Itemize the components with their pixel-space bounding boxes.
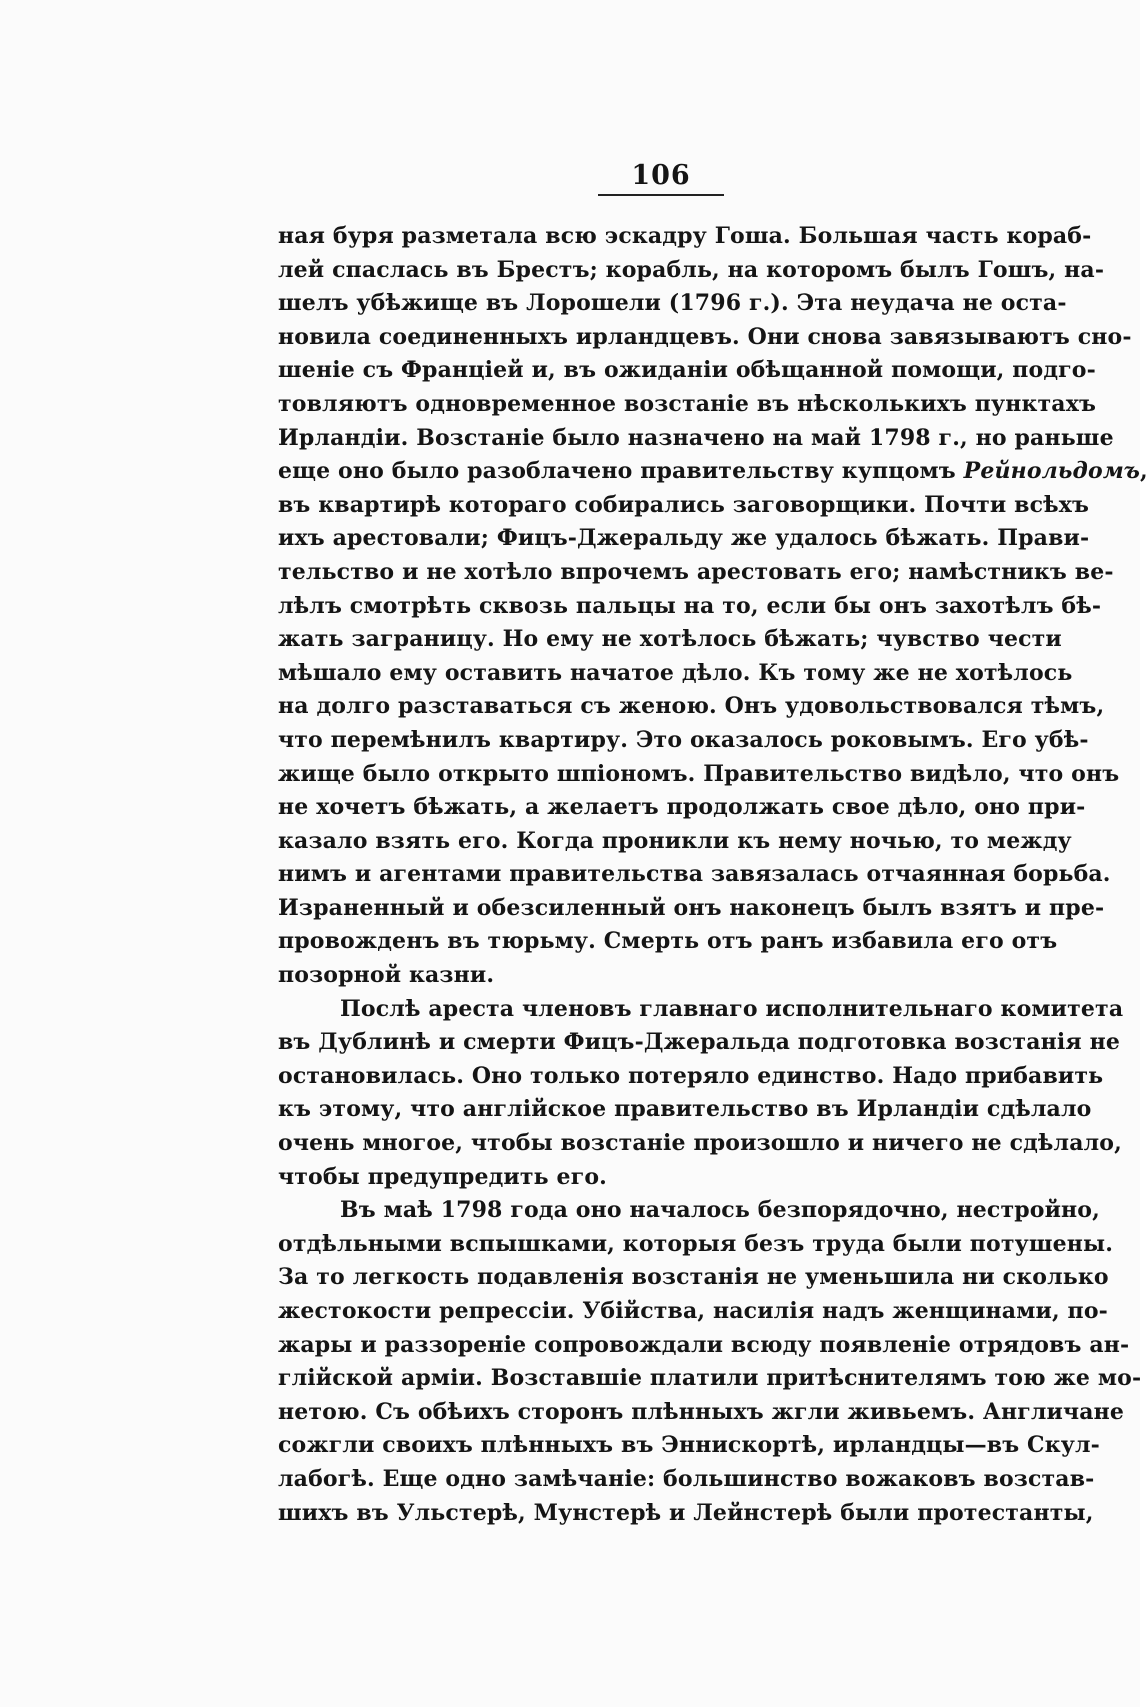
text-line: провожденъ въ тюрьму. Смерть отъ ранъ избавила его отъ	[278, 928, 1058, 955]
text-line: не хочетъ бѣжать, а желаетъ продолжать свое дѣло, оно при-	[278, 794, 1086, 821]
text-line: лей спаслась въ Брестъ; корабль, на которомъ былъ Гошъ, на-	[278, 256, 1105, 283]
text-line: чтобы предупредить его.	[278, 1163, 607, 1190]
text-line: лабогѣ. Еще одно замѣчаніе: большинство вожаковъ возстав-	[278, 1465, 1095, 1492]
text-line: новила соединенныхъ ирландцевъ. Они снова завязываютъ сно-	[278, 323, 1132, 350]
text-line: остановилась. Оно только потеряло единство. Надо прибавить	[278, 1062, 1104, 1089]
text-line: нетою. Съ обѣихъ сторонъ плѣнныхъ жгли живьемъ. Англичане	[278, 1398, 1125, 1425]
text-line: жестокости репрессіи. Убійства, насилія надъ женщинами, по-	[278, 1298, 1108, 1324]
text-line: очень многое, чтобы возстаніе произошло и ничего не сдѣлало,	[278, 1130, 1122, 1157]
text-line: что перемѣнилъ квартиру. Это оказалось роковымъ. Его убѣ-	[278, 726, 1089, 753]
text-line: жать заграницу. Но ему не хотѣлось бѣжать; чувство чести	[278, 626, 1062, 653]
text-line: шихъ въ Ульстерѣ, Мунстерѣ и Лейнстерѣ были протестанты,	[278, 1499, 1094, 1526]
body-text	[278, 220, 1148, 1530]
page-number-rule	[598, 194, 724, 196]
text-line: въ Дублинѣ и смерти Фицъ-Джеральда подготовка возстанія не	[278, 1029, 1120, 1056]
text-line: ихъ арестовали; Фицъ-Джеральду же удалось бѣжать. Прави-	[278, 525, 1090, 552]
text-line: жище было открыто шпіономъ. Правительство видѣло, что онъ	[278, 760, 1120, 787]
text-line: нимъ и агентами правительства завязалась отчаянная борьба.	[278, 861, 1111, 888]
text-line: Ирландіи. Возстаніе было назначено на май 1798 г., но раньше	[278, 424, 1114, 451]
text-line: шелъ убѣжище въ Лорошели (1796 г.). Эта неудача не оста-	[278, 290, 1067, 317]
paragraph-1	[278, 220, 1148, 993]
text-line: на долго разставаться съ женою. Онъ удовольствовался тѣмъ,	[278, 693, 1105, 720]
text-line: жары и раззореніе сопровождали всюду появленіе отрядовъ ан-	[278, 1331, 1130, 1358]
text-line: товляютъ одновременное возстаніе въ нѣсколькихъ пунктахъ	[278, 390, 1097, 417]
text-line: За то легкость подавленія возстанія не уменьшила ни сколько	[278, 1264, 1109, 1291]
text-line: еще оно было разоблачено правительству купцомъ Рейнольдомъ,	[278, 458, 1148, 485]
text-line: отдѣльными вспышками, которыя безъ труда были потушены.	[278, 1230, 1114, 1257]
text-line: сожгли своихъ плѣнныхъ въ Эннискортѣ, ирландцы—въ Скул-	[278, 1432, 1100, 1459]
text-line: ная буря разметала всю эскадру Гоша. Большая часть кораб-	[278, 223, 1092, 249]
text-line: въ квартирѣ котораго собирались заговорщики. Почти всѣхъ	[278, 491, 1090, 518]
text-line: лѣлъ смотрѣть сквозь пальцы на то, если бы онъ захотѣлъ бѣ-	[278, 592, 1102, 619]
text-line: тельство и не хотѣло впрочемъ арестовать его; намѣстникъ ве-	[278, 558, 1114, 585]
text-line: глійской арміи. Возставшіе платили притѣснителямъ тою же мо-	[278, 1365, 1142, 1392]
paragraph-3	[278, 1194, 1142, 1530]
text-line: Послѣ ареста членовъ главнаго исполнительнаго комитета	[340, 995, 1124, 1022]
text-line: казало взять его. Когда проникли къ нему ночью, то между	[278, 827, 1072, 854]
text-line: мѣшало ему оставить начатое дѣло. Къ тому же не хотѣлось	[278, 659, 1073, 686]
text-line: позорной казни.	[278, 962, 495, 989]
page-number: 106	[631, 160, 691, 191]
text-line: къ этому, что англійское правительство въ Ирландіи сдѣлало	[278, 1096, 1092, 1123]
paragraph-2	[278, 993, 1124, 1195]
italic-name: Рейнольдомъ	[963, 458, 1141, 485]
text-line: шеніе съ Франціей и, въ ожиданіи обѣщанной помощи, подго-	[278, 357, 1096, 384]
text-line: Въ маѣ 1798 года оно началось безпорядочно, нестройно,	[340, 1197, 1100, 1224]
text-line: Израненный и обезсиленный онъ наконецъ былъ взятъ и пре-	[278, 894, 1105, 921]
